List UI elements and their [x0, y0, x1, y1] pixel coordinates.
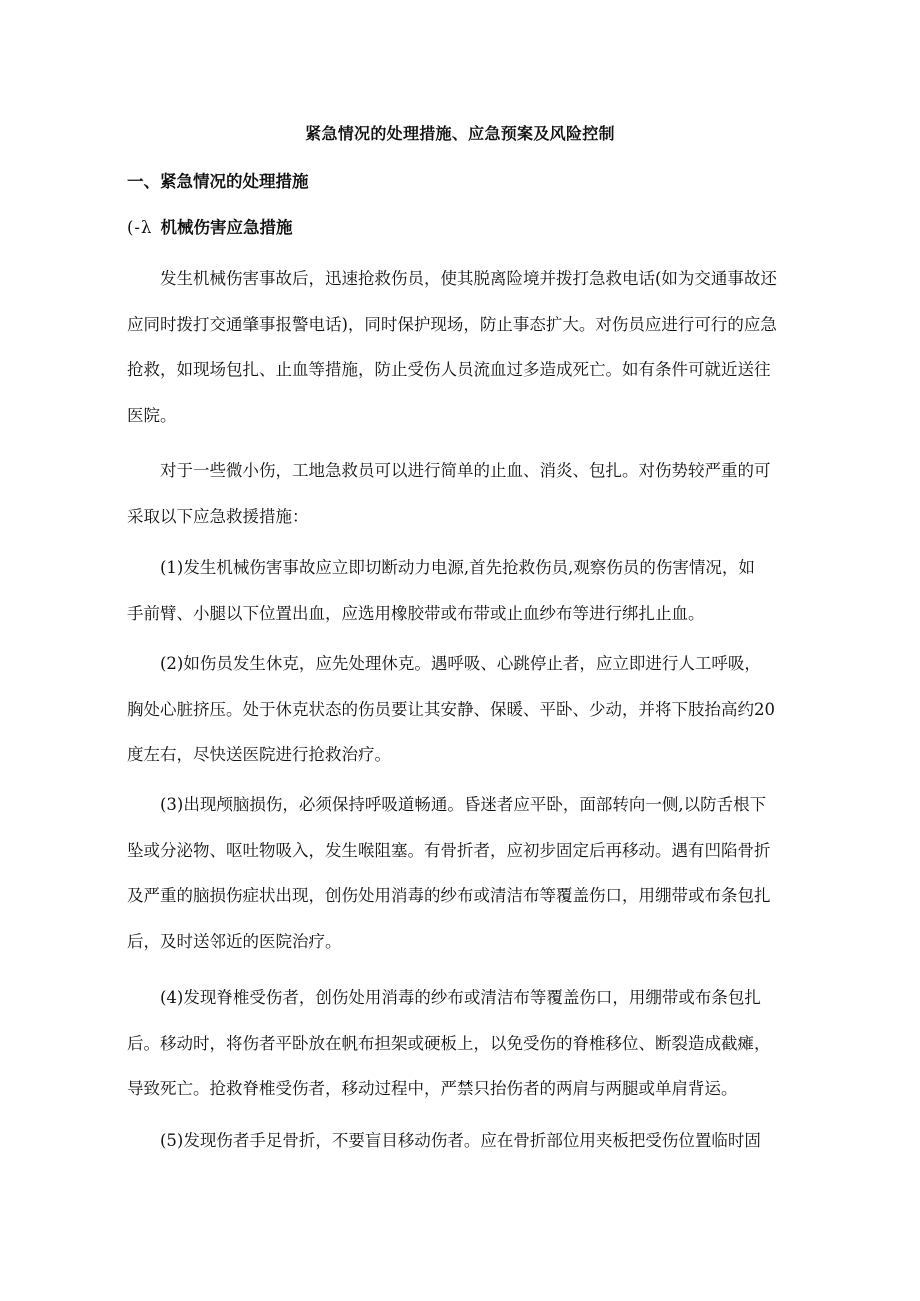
- paragraph-line: 胸处心脏挤压。处于休克状态的伤员要让其安静、保暖、平卧、少动，并将下肢抬高约20: [127, 699, 775, 719]
- paragraph-6: [127, 975, 795, 1112]
- paragraph-line: 采取以下应急救援措施：: [127, 506, 309, 526]
- section-heading-1: 一、紧急情况的处理措施: [127, 172, 309, 191]
- paragraph-1: [127, 256, 795, 438]
- paragraph-line: (2)如伤员发生休克，应先处理休克。遇呼吸、心跳停止者，应立即进行人工呼吸，: [160, 654, 761, 673]
- paragraph-line: (1)发生机械伤害事故应立即切断动力电源,首先抢救伤员,观察伤员的伤害情况，如: [160, 558, 755, 577]
- paragraph-line: 后。移动时，将伤者平卧放在帆布担架或硬板上，以免受伤的脊椎移位、断裂造成截瘫，: [127, 1033, 771, 1053]
- paragraph-line: 导致死亡。抢救脊椎受伤者，移动过程中，严禁只抬伤者的两肩与两腿或单肩背运。: [127, 1079, 738, 1098]
- subsection-heading-1: [127, 216, 292, 240]
- paragraph-line: 及严重的脑损伤症状出现，创伤处用消毒的纱布或清洁布等覆盖伤口，用绷带或布条包扎: [127, 886, 771, 905]
- paragraph-line: 抢救，如现场包扎、止血等措施，防止受伤人员流血过多造成死亡。如有条件可就近送往: [127, 360, 771, 379]
- paragraph-line: 医院。: [127, 405, 177, 425]
- paragraph-line: 后，及时送邻近的医院治疗。: [127, 931, 342, 951]
- paragraph-line: (4)发现脊椎受伤者，创伤处用消毒的纱布或清洁布等覆盖伤口，用绷带或布条包扎: [160, 988, 761, 1007]
- paragraph-line: 度左右，尽快送医院进行抢救治疗。: [127, 745, 391, 764]
- paragraph-2: [127, 448, 795, 539]
- subsection-title: 机械伤害应急措施: [160, 218, 293, 237]
- paragraph-line: 坠或分泌物、呕吐物吸入，发生喉阻塞。有骨折者，应初步固定后再移动。遇有凹陷骨折: [127, 840, 771, 860]
- paragraph-line: 应同时拨打交通肇事报警电话)，同时保护现场，防止事态扩大。对伤员应进行可行的应急: [127, 314, 777, 334]
- paragraph-line: (5)发现伤者手足骨折，不要盲目移动伤者。应在骨折部位用夹板把受伤位置临时固: [160, 1131, 761, 1150]
- paragraph-3: [127, 545, 795, 636]
- paragraph-4: [127, 641, 795, 778]
- paragraph-line: 手前臂、小腿以下位置出血，应选用橡胶带或布带或止血纱布等进行绑扎止血。: [127, 603, 705, 623]
- paragraph-5: [127, 782, 795, 964]
- paragraph-line: 对于一些微小伤，工地急救员可以进行简单的止血、消炎、包扎。对伤势较严重的可: [160, 461, 771, 480]
- paragraph-line: 发生机械伤害事故后，迅速抢救伤员，使其脱离险境并拨打急救电话(如为交通事故还: [160, 269, 777, 288]
- paragraph-line: (3)出现颅脑损伤，必须保持呼吸道畅通。昏迷者应平卧，面部转向一侧,以防舌根下: [160, 795, 767, 814]
- subsection-number: (-λ: [127, 218, 153, 237]
- document-title: 紧急情况的处理措施、应急预案及风险控制: [305, 124, 615, 143]
- paragraph-7: [127, 1118, 795, 1164]
